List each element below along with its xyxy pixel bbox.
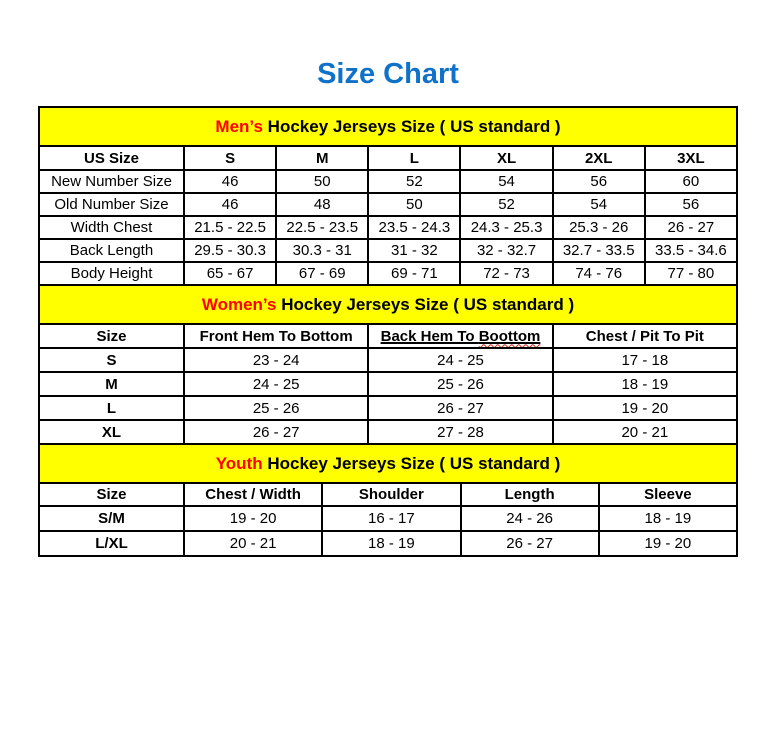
table-cell: 77 - 80 xyxy=(645,262,737,285)
youth-header-row xyxy=(39,483,737,506)
table-cell: 60 xyxy=(645,170,737,193)
table-cell: 52 xyxy=(368,170,460,193)
table-cell: 19 - 20 xyxy=(184,506,322,531)
table-cell: 48 xyxy=(276,193,368,216)
table-row xyxy=(39,348,737,372)
table-cell: 32 - 32.7 xyxy=(460,239,552,262)
column-header: Chest / Pit To Pit xyxy=(553,324,737,348)
table-cell: 26 - 27 xyxy=(368,396,552,420)
table-cell: 32.7 - 33.5 xyxy=(553,239,645,262)
row-label: Back Length xyxy=(39,239,184,262)
table-row xyxy=(39,262,737,285)
table-cell: 16 - 17 xyxy=(322,506,460,531)
column-header-text: Back Hem To xyxy=(380,327,479,345)
table-cell: 26 - 27 xyxy=(461,531,599,556)
column-header: M xyxy=(276,146,368,170)
column-header: 2XL xyxy=(553,146,645,170)
column-header: Front Hem To Bottom xyxy=(184,324,368,348)
column-header xyxy=(368,324,552,348)
row-label: L xyxy=(39,396,184,420)
row-label: Width Chest xyxy=(39,216,184,239)
table-cell: 54 xyxy=(553,193,645,216)
youth-section-band xyxy=(39,444,737,483)
table-cell: 69 - 71 xyxy=(368,262,460,285)
table-row xyxy=(39,216,737,239)
column-header: Shoulder xyxy=(322,483,460,506)
table-cell: 46 xyxy=(184,193,276,216)
table-cell: 25 - 26 xyxy=(368,372,552,396)
table-cell: 23.5 - 24.3 xyxy=(368,216,460,239)
table-cell: 19 - 20 xyxy=(599,531,737,556)
table-cell: 22.5 - 23.5 xyxy=(276,216,368,239)
table-cell: 18 - 19 xyxy=(599,506,737,531)
column-header: Size xyxy=(39,324,184,348)
table-row xyxy=(39,531,737,556)
table-cell: 20 - 21 xyxy=(184,531,322,556)
table-cell: 25.3 - 26 xyxy=(553,216,645,239)
table-cell: 20 - 21 xyxy=(553,420,737,444)
table-cell: 65 - 67 xyxy=(184,262,276,285)
table-cell: 24.3 - 25.3 xyxy=(460,216,552,239)
misspelled-word: Boottom xyxy=(478,327,541,345)
row-label: Body Height xyxy=(39,262,184,285)
column-header: Chest / Width xyxy=(184,483,322,506)
table-cell: 23 - 24 xyxy=(184,348,368,372)
row-label: S/M xyxy=(39,506,184,531)
table-cell: 50 xyxy=(368,193,460,216)
table-row xyxy=(39,372,737,396)
column-header: Size xyxy=(39,483,184,506)
row-label: S xyxy=(39,348,184,372)
womens-section-band xyxy=(39,285,737,324)
table-cell: 26 - 27 xyxy=(184,420,368,444)
womens-section-title xyxy=(39,285,737,324)
mens-section-band xyxy=(39,107,737,146)
table-cell: 50 xyxy=(276,170,368,193)
womens-title-rest: Hockey Jerseys Size ( US standard ) xyxy=(276,294,575,314)
page-title: Size Chart xyxy=(317,58,459,90)
table-cell: 54 xyxy=(460,170,552,193)
table-row xyxy=(39,506,737,531)
table-cell: 26 - 27 xyxy=(645,216,737,239)
column-header: XL xyxy=(460,146,552,170)
table-cell: 17 - 18 xyxy=(553,348,737,372)
table-cell: 25 - 26 xyxy=(184,396,368,420)
table-cell: 24 - 26 xyxy=(461,506,599,531)
column-header: 3XL xyxy=(645,146,737,170)
mens-title-rest: Hockey Jerseys Size ( US standard ) xyxy=(262,116,561,136)
table-cell: 67 - 69 xyxy=(276,262,368,285)
table-cell: 21.5 - 22.5 xyxy=(184,216,276,239)
table-cell: 56 xyxy=(553,170,645,193)
row-label: M xyxy=(39,372,184,396)
womens-header-row xyxy=(39,324,737,348)
table-row xyxy=(39,396,737,420)
table-row xyxy=(39,193,737,216)
table-cell: 18 - 19 xyxy=(322,531,460,556)
mens-header-row xyxy=(39,146,737,170)
table-cell: 19 - 20 xyxy=(553,396,737,420)
table-row xyxy=(39,420,737,444)
table-cell: 27 - 28 xyxy=(368,420,552,444)
column-header: US Size xyxy=(39,146,184,170)
youth-title-accent: Youth xyxy=(215,453,263,473)
row-label: New Number Size xyxy=(39,170,184,193)
mens-section-title xyxy=(39,107,737,146)
table-cell: 31 - 32 xyxy=(368,239,460,262)
womens-size-table xyxy=(38,284,738,445)
column-header: L xyxy=(368,146,460,170)
womens-title-accent: Women’s xyxy=(201,294,277,314)
youth-size-table xyxy=(38,443,738,557)
table-cell: 72 - 73 xyxy=(460,262,552,285)
row-label: XL xyxy=(39,420,184,444)
column-header: Length xyxy=(461,483,599,506)
youth-title-rest: Hockey Jerseys Size ( US standard ) xyxy=(262,453,561,473)
table-cell: 18 - 19 xyxy=(553,372,737,396)
table-cell: 24 - 25 xyxy=(184,372,368,396)
table-cell: 74 - 76 xyxy=(553,262,645,285)
mens-title-accent: Men’s xyxy=(215,116,263,136)
column-header: S xyxy=(184,146,276,170)
table-cell: 52 xyxy=(460,193,552,216)
table-cell: 33.5 - 34.6 xyxy=(645,239,737,262)
row-label: Old Number Size xyxy=(39,193,184,216)
table-cell: 24 - 25 xyxy=(368,348,552,372)
mens-size-table xyxy=(38,106,738,286)
table-cell: 46 xyxy=(184,170,276,193)
table-cell: 56 xyxy=(645,193,737,216)
table-row xyxy=(39,170,737,193)
row-label: L/XL xyxy=(39,531,184,556)
table-cell: 29.5 - 30.3 xyxy=(184,239,276,262)
youth-section-title xyxy=(39,444,737,483)
size-chart xyxy=(38,106,738,557)
table-row xyxy=(39,239,737,262)
table-cell: 30.3 - 31 xyxy=(276,239,368,262)
column-header: Sleeve xyxy=(599,483,737,506)
